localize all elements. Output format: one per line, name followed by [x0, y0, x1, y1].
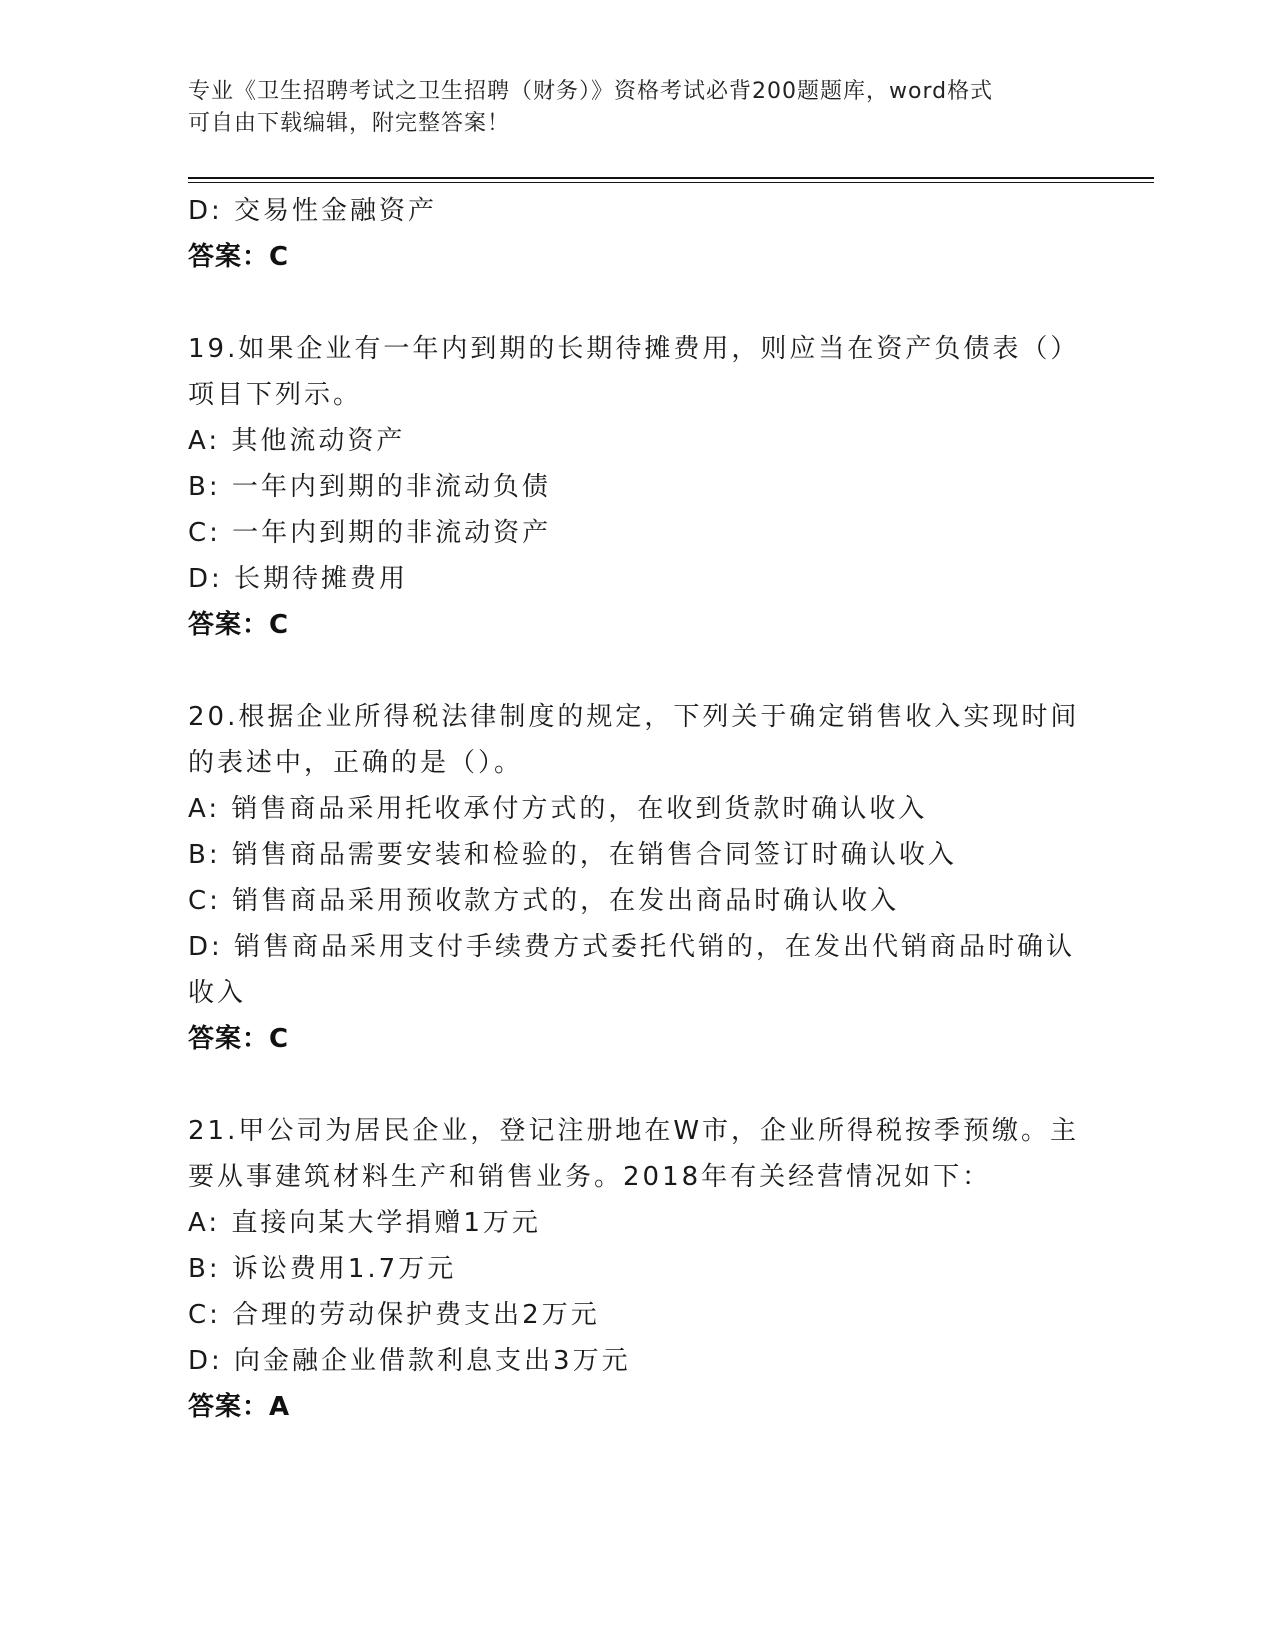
- question-stem: 项目下列示。: [188, 380, 363, 410]
- question-stem: 的表述中，正确的是（）。: [188, 748, 524, 778]
- option-d: D: 销售商品采用支付手续费方式委托代销的，在发出代销商品时确认: [188, 932, 1076, 962]
- option-b: B: 销售商品需要安装和检验的，在销售合同签订时确认收入: [188, 840, 957, 870]
- option-a: A: 销售商品采用托收承付方式的，在收到货款时确认收入: [188, 794, 928, 824]
- option-c: C: 一年内到期的非流动资产: [188, 518, 552, 548]
- header-divider-thick: [188, 177, 1154, 179]
- question-19: [188, 326, 1088, 648]
- question-stem: 20.根据企业所得税法律制度的规定，下列关于确定销售收入实现时间: [188, 702, 1080, 732]
- question-20: [188, 694, 1088, 1062]
- option-c: C: 合理的劳动保护费支出2万元: [188, 1300, 600, 1330]
- question-stem: 19.如果企业有一年内到期的长期待摊费用，则应当在资产负债表（）: [188, 334, 1080, 364]
- header-line-1: 专业《卫生招聘考试之卫生招聘（财务）》资格考试必背200题题库，word格式: [188, 79, 994, 104]
- header-line-2: 可自由下载编辑，附完整答案！: [188, 111, 511, 136]
- option-d: D: 向金融企业借款利息支出3万元: [188, 1346, 631, 1376]
- option-c: C: 销售商品采用预收款方式的，在发出商品时确认收入: [188, 886, 900, 916]
- option-b: B: 诉讼费用1.7万元: [188, 1254, 457, 1284]
- answer-line: 答案：C: [188, 1024, 290, 1054]
- question-stem: 要从事建筑材料生产和销售业务。2018年有关经营情况如下：: [188, 1162, 992, 1192]
- answer-line: 答案：A: [188, 1392, 291, 1422]
- option-a: A: 其他流动资产: [188, 426, 406, 456]
- spacer: [188, 648, 1088, 694]
- question-21: [188, 1108, 1088, 1430]
- prev-question-tail: [188, 188, 1088, 280]
- question-stem: 21.甲公司为居民企业，登记注册地在W市，企业所得税按季预缴。主: [188, 1116, 1080, 1146]
- spacer: [188, 1062, 1088, 1108]
- spacer: [188, 280, 1088, 326]
- option-d: D: 交易性金融资产: [188, 196, 438, 226]
- option-d-continued: 收入: [188, 978, 247, 1008]
- question-content: [188, 188, 1088, 1430]
- option-a: A: 直接向某大学捐赠1万元: [188, 1208, 541, 1238]
- option-b: B: 一年内到期的非流动负债: [188, 472, 551, 502]
- answer-line: 答案：C: [188, 242, 290, 272]
- answer-line: 答案：C: [188, 610, 290, 640]
- document-header: [188, 76, 1088, 140]
- header-divider-thin: [188, 182, 1154, 183]
- option-d: D: 长期待摊费用: [188, 564, 409, 594]
